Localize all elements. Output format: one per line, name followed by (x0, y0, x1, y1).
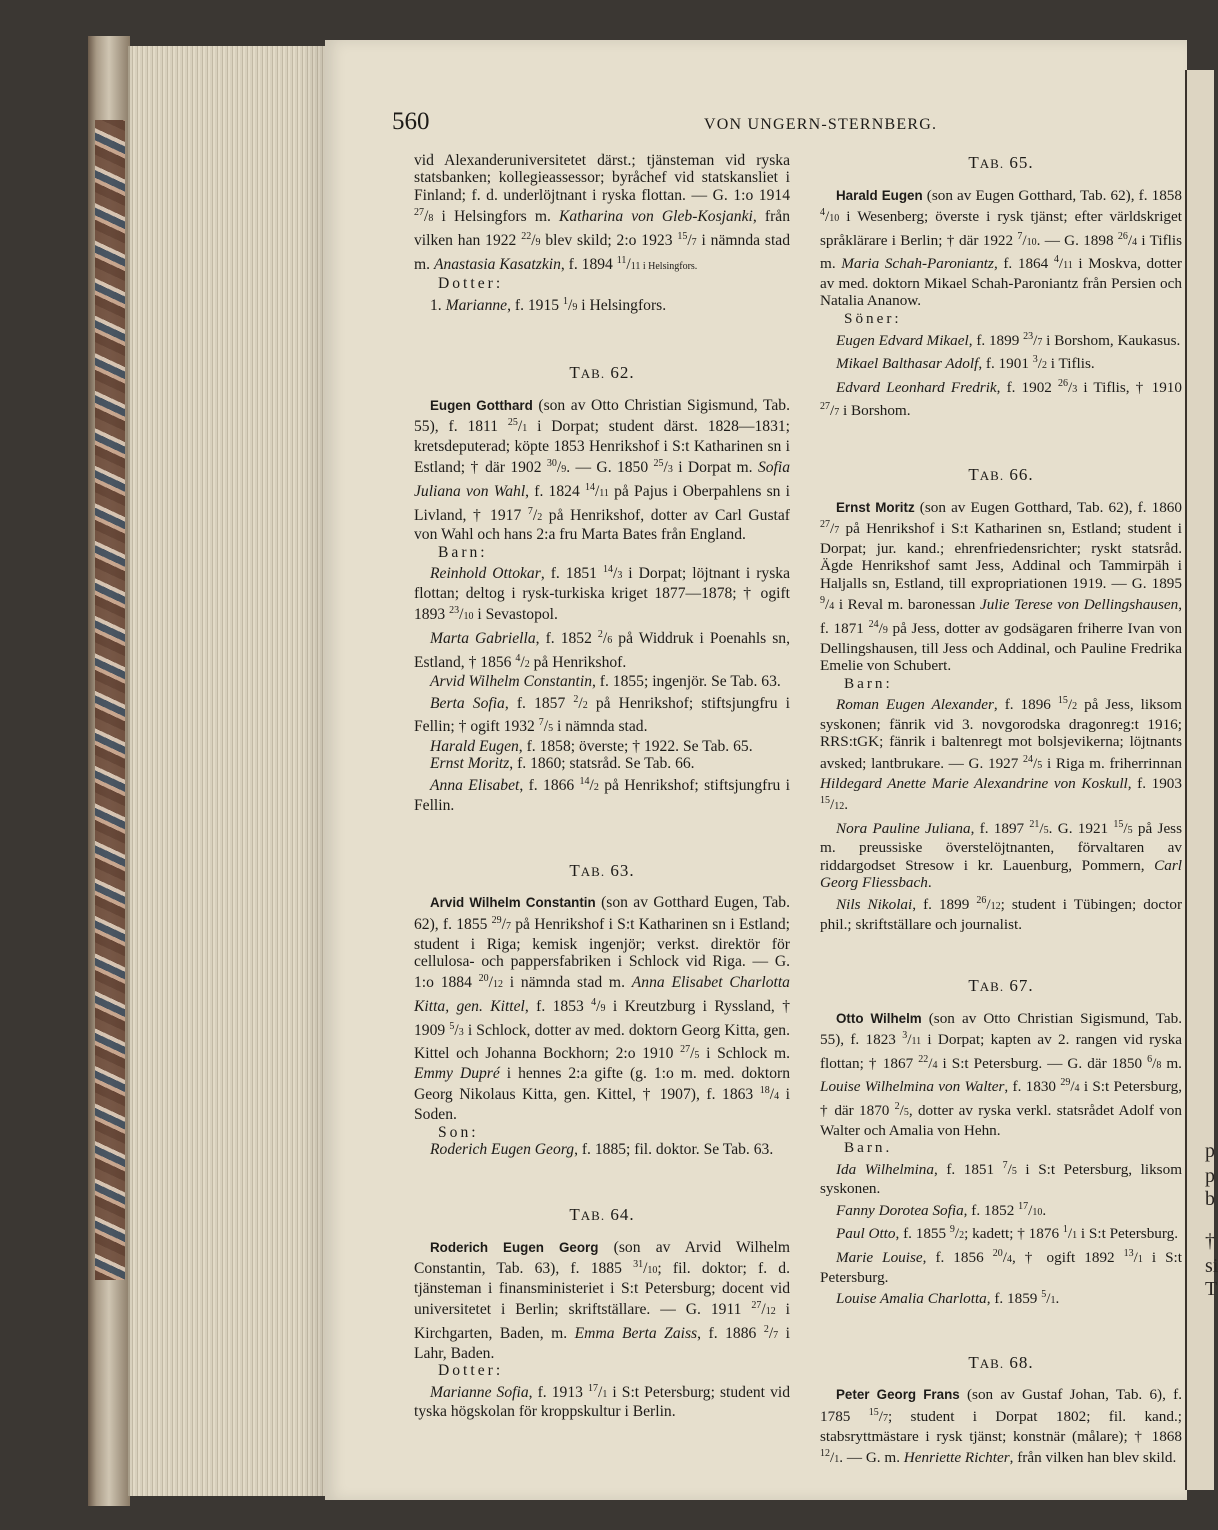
list-item: Berta Sofia, f. 1857 $^2$/2 på Henrikshof; stiftsjungfru i Fellin; † ogift 1932 $^7$/5 i nämnda stad. (414, 693, 790, 736)
facing-page-fragment: † (1205, 1230, 1215, 1252)
list-item: Marianne Sofia, f. 1913 $^{17}$/1 i S:t Petersburg; student vid tyska högskolan för kroppskultur i Berlin. (414, 1382, 790, 1421)
entry-paragraph: Arvid Wilhelm Constantin (son av Gotthard Eugen, Tab. 62), f. 1855 $^{29}$/7 på Henrikshof i S:t Katharinen sn i Estland; student i Riga; kemisk ingenjör; verkst. direktör för cellulosa- och pappersfabriken i Schlock vid Riga. — G. 1:o 1884 $^{20}$/12 i nämnda stad m. Anna Elisabet Charlotta Kitta, gen. Kittel, f. 1853 $^4$/9 i Kreutzburg i Ryssland, † 1909 $^5$/3 i Schlock, dotter av med. doktorn Georg Kitta, gen. Kittel och Johanna Bockhorn; 2:o 1910 $^{27}$/5 i Schlock m. Emmy Dupré i hennes 2:a gifte (g. 1:o m. med. doktorn Georg Nikolaus Kitta, gen. Kittel, † 1907), f. 1863 $^{18}$/4 i Soden. (414, 894, 790, 1124)
left-column (414, 152, 790, 1421)
section-label: Söner: (844, 310, 902, 328)
list-item: Ernst Moritz, f. 1860; statsråd. Se Tab. 66. (430, 755, 695, 773)
list-item: 1. Marianne, f. 1915 $^1$/9 i Helsingfors. (430, 295, 667, 314)
entry-paragraph: Peter Georg Frans (son av Gustaf Johan, Tab. 6), f. 1785 $^{15}$/7; student i Dorpat 1802; fil. kand.; stabsryttmästare i rysk tjänst; konstnär (målare); † 1868 $^{12}$/1. — G. m. Henriette Richter, från vilken han blev skild. (820, 1386, 1182, 1467)
list-item: Marta Gabriella, f. 1852 $^2$/6 på Widdruk i Poenahls sn, Estland, † 1856 $^4$/2 på Henrikshof. (414, 628, 791, 671)
table-heading: TAB. 68. (968, 1352, 1034, 1372)
right-column (820, 154, 1182, 1469)
list-item: Eugen Edvard Mikael, f. 1899 $^{23}$/7 i Borshom, Kaukasus. (836, 330, 1181, 349)
section-label: Barn. (844, 1139, 893, 1157)
entry-paragraph: Ernst Moritz (son av Eugen Gotthard, Tab. 62), f. 1860 $^{27}$/7 på Henrikshof i S:t Katharinen sn, Estland; student i Dorpat; jur. kand.; ehrenfriedensrichter; ryskt statsråd. Ägde Henrikshof samt Jess, Addinal och Tammirpäh i Haljalls sn, Estland, till expropriationen 1919. — G. 1895 $^9$/4 i Reval m. baronessan Julie Terese von Dellingshausen, f. 1871 $^{24}$/9 på Jess, dotter av godsägaren friherre Ivan von Dellingshausen, till Jess och Addinal, och Pauline Fredrika Emelie von Schubert. (820, 498, 1183, 675)
facing-page-edge (1185, 70, 1218, 1490)
list-item: Arvid Wilhelm Constantin, f. 1855; ingenjör. Se Tab. 63. (430, 673, 781, 691)
entry-paragraph: Roderich Eugen Georg (son av Arvid Wilhelm Constantin, Tab. 63), f. 1885 $^{31}$/10; fil. doktor; f. d. tjänsteman i finansministeriet i S:t Petersburg; docent vid universitetet i Berlin; skriftställare. — G. 1911 $^{27}$/12 i Kirchgarten, Baden, m. Emma Berta Zaiss, f. 1886 $^2$/7 i Lahr, Baden. (414, 1238, 791, 1362)
list-item: Reinhold Ottokar, f. 1851 $^{14}$/3 i Dorpat; löjtnant i ryska flottan; deltog i rysk-turkiska kriget 1877—1878; † ogift 1893 $^{23}$/10 i Sevastopol. (414, 564, 790, 624)
table-heading: TAB. 67. (968, 976, 1034, 996)
marbled-endpaper (95, 120, 125, 1280)
table-heading: TAB. 62. (569, 363, 635, 383)
table-heading: TAB. 66. (968, 465, 1034, 484)
list-item: Marie Louise, f. 1856 $^{20}$/4, † ogift 1892 $^{13}$/1 i S:t Petersburg. (820, 1248, 1183, 1286)
facing-page-fragment: p (1205, 1140, 1215, 1162)
facing-page-fragment: T (1205, 1278, 1218, 1300)
section-label: Barn: (844, 674, 893, 692)
list-item: Anna Elisabet, f. 1866 $^{14}$/2 på Henrikshof; stiftsjungfru i Fellin. (414, 775, 790, 814)
table-heading: TAB. 65. (968, 153, 1034, 172)
entry-paragraph: Eugen Gotthard (son av Otto Christian Sigismund, Tab. 55), f. 1811 $^{25}$/1 i Dorpat; student därst. 1828—1831; kretsdeputerad; köpte 1853 Henrikshof i S:t Katharinen sn i Estland; † där 1902 $^{30}$/9. — G. 1850 $^{25}$/3 i Dorpat m. Sofia Juliana von Wahl, f. 1824 $^{14}$/11 på Pajus i Oberpahlens sn i Livland, † 1917 $^7$/2 på Henrikshof, dotter av Carl Gustaf von Wahl och hans 2:a fru Marta Bates från England. (414, 396, 790, 544)
facing-page-fragment: b (1205, 1188, 1215, 1210)
section-label: Dotter: (438, 1362, 504, 1380)
list-item: Louise Amalia Charlotta, f. 1859 $^5$/1. (836, 1289, 1060, 1308)
facing-page-fragment: p (1205, 1165, 1215, 1187)
facing-page-fragment: si (1205, 1255, 1218, 1277)
list-item: Nils Nikolai, f. 1899 $^{26}$/12; student i Tübingen; doctor phil.; skriftställare och journalist. (820, 894, 1183, 933)
section-label: Barn: (438, 543, 488, 561)
list-item: Roderich Eugen Georg, f. 1885; fil. doktor. Se Tab. 63. (430, 1140, 774, 1158)
section-label: Son: (438, 1123, 479, 1141)
list-item: Paul Otto, f. 1855 $^9$/2; kadett; † 1876 $^1$/1 i S:t Petersburg. (836, 1224, 1179, 1243)
entry-paragraph: Harald Eugen (son av Eugen Gotthard, Tab. 62), f. 1858 $^4$/10 i Wesenberg; överste i rysk tjänst; efter världskriget språklärare i Berlin; † där 1922 $^7$/10. — G. 1898 $^{26}$/4 i Tiflis m. Maria Schah-Paroniantz, f. 1864 $^4$/11 i Moskva, dotter av med. doktorn Mikael Schah-Paroniantz från Persien och Natalia Ananow. (820, 186, 1182, 310)
entry-paragraph: Otto Wilhelm (son av Otto Christian Sigismund, Tab. 55), f. 1823 $^3$/11 i Dorpat; kapten av 2. rangen vid ryska flottan; † 1867 $^{22}$/4 i S:t Petersburg. — G. där 1850 $^6$/8 m. Louise Wilhelmina von Walter, f. 1830 $^{29}$/4 i S:t Petersburg, † där 1870 $^2$/5, dotter av ryska verkl. statsrådet Adolf von Walter och Amalia von Hehn. (820, 1009, 1183, 1139)
list-item: Edvard Leonhard Fredrik, f. 1902 $^{26}$/3 i Tiflis, † 1910 $^{27}$/7 i Borshom. (820, 377, 1182, 420)
running-head: VON UNGERN-STERNBERG. (704, 116, 938, 133)
list-item: Roman Eugen Alexander, f. 1896 $^{15}$/2 på Jess, liksom syskonen; fänrik vid 3. novgorodska dragonreg:t 1916; RRS:tGK; fänrik i baltenregt mot bolsjevikerna; löjtnants avsked; lantbrukare. — G. 1927 $^{24}$/5 i Riga m. friherrinnan Hildegard Anette Marie Alexandrine von Koskull, f. 1903 $^{15}$/12. (820, 695, 1182, 814)
list-item: Mikael Balthasar Adolf, f. 1901 $^3$/2 i Tiflis. (836, 354, 1095, 373)
section-label: Dotter: (438, 275, 504, 293)
table-heading: TAB. 63. (569, 860, 635, 880)
list-item: Ida Wilhelmina, f. 1851 $^7$/5 i S:t Petersburg, liksom syskonen. (820, 1159, 1183, 1198)
list-item: Fanny Dorotea Sofia, f. 1852 $^{17}$/10. (836, 1200, 1047, 1219)
entry-paragraph: vid Alexanderuniversitetet därst.; tjänsteman vid ryska statsbanken; kollegieassessor; byråchef vid statskansliet i Finland; f. d. underlöjtnant i ryska flottan. — G. 1:o 1914 $^{27}$/8 i Helsingfors m. Katharina von Gleb-Kosjanki, från vilken han 1922 $^{22}$/9 blev skild; 2:o 1923 $^{15}$/7 i nämnda stad m. Anastasia Kasatzkin, f. 1894 $^{11}$/11 i Helsingfors. (414, 152, 790, 273)
table-heading: TAB. 64. (569, 1205, 635, 1225)
list-item: Nora Pauline Juliana, f. 1897 $^{21}$/5. G. 1921 $^{15}$/5 på Jess m. preussiske överstelöjtnanten, förvaltaren av riddargodset Stresow i kr. Lauenburg, Pommern, Carl Georg Fliessbach. (820, 818, 1183, 892)
page-number: 560 (392, 108, 430, 135)
list-item: Harald Eugen, f. 1858; överste; † 1922. Se Tab. 65. (430, 737, 753, 755)
